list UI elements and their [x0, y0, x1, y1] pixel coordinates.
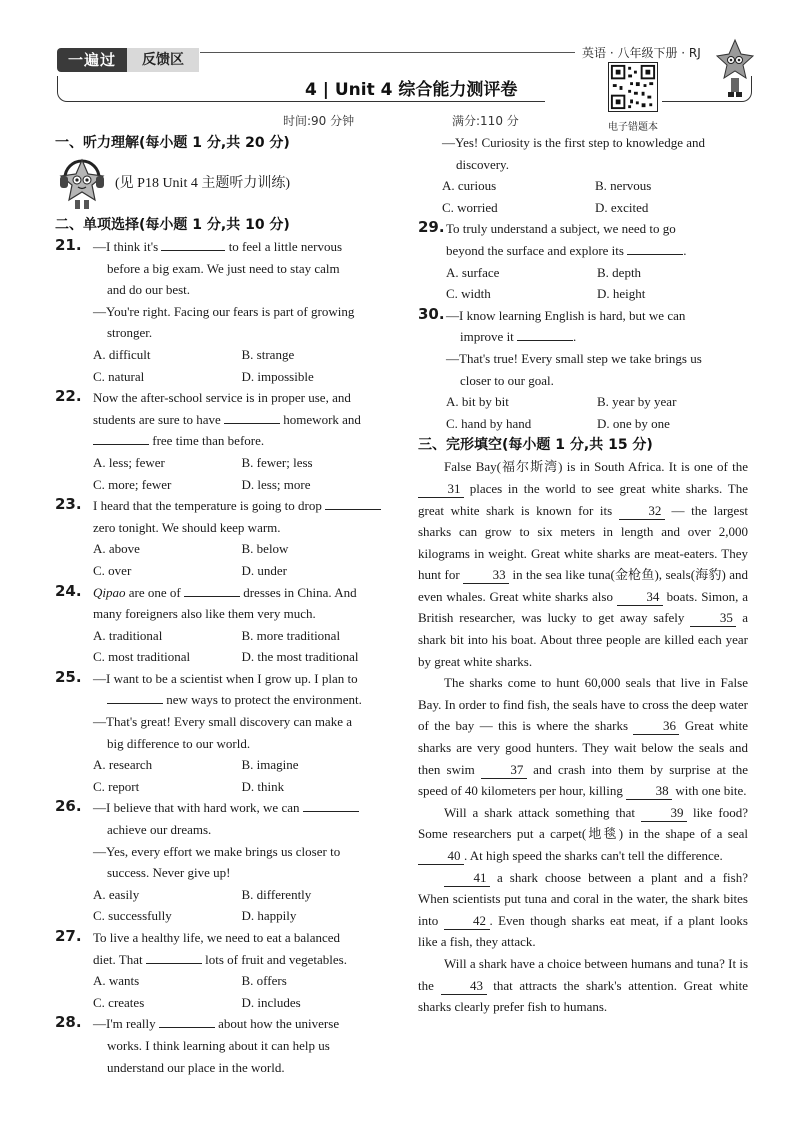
right-column	[418, 132, 748, 1018]
q22-option-b[interactable]: B. fewer; less	[241, 454, 313, 470]
header-tab-feedback: 反馈区	[127, 48, 199, 72]
cloze-text: Will a shark have a choice between humans and tuna? It is the	[418, 955, 748, 993]
section-listening-title: 一、听力理解(每小题 1 分,共 20 分)	[55, 135, 290, 151]
cloze-blank-36[interactable]: 36	[633, 718, 679, 735]
q26-blank[interactable]	[303, 798, 359, 812]
question-number: 23.	[55, 495, 82, 514]
q21-blank[interactable]	[161, 237, 225, 251]
left-column	[55, 132, 390, 1078]
q22-option-a[interactable]: A. less; fewer	[93, 454, 165, 470]
q24-text-1c: dresses in China. And	[243, 584, 357, 600]
book-label: 英语 · 八年级下册 · RJ	[582, 46, 701, 60]
q28-blank[interactable]	[159, 1014, 215, 1028]
q27-options	[55, 970, 390, 1013]
listening-reference: (见 P18 Unit 4 主题听力训练)	[115, 176, 290, 192]
q30-options	[418, 391, 748, 434]
q21-options	[55, 344, 390, 387]
q27-text-1: To live a healthy life, we need to eat a balanced	[93, 930, 341, 945]
q28-text-2: works. I think learning about it can help us	[107, 1037, 330, 1053]
cloze-text: places in the world to see great white sharks. The great white shark is known for its	[418, 480, 748, 518]
q25-text-2: new ways to protect the environment.	[166, 692, 362, 708]
question-29: 29. To truly understand a subject, we need to go beyond the surface and explore its .	[418, 218, 748, 261]
q29-option-a[interactable]: A. surface	[446, 264, 500, 280]
q25-text-3: —That's great! Every small discovery can make a	[93, 714, 352, 730]
star-mascot-headphones-icon	[55, 154, 109, 214]
cloze-text: Great white sharks are very good hunters. They wait below the seals and then swim	[418, 718, 748, 777]
question-number: 28.	[55, 1013, 82, 1032]
q27-option-b[interactable]: B. offers	[241, 973, 287, 989]
q30-text-4: closer to our goal.	[460, 372, 554, 388]
q26-option-a[interactable]: A. easily	[93, 886, 140, 902]
q29-option-d[interactable]: D. height	[597, 286, 646, 302]
q28-options	[418, 175, 748, 218]
q21-text-2: before a big exam. We just need to stay calm	[107, 260, 340, 276]
question-28-cont	[418, 132, 748, 175]
q24-qipao: Qipao	[93, 584, 126, 600]
q29-blank[interactable]	[627, 241, 683, 255]
question-number: 24.	[55, 581, 82, 600]
cloze-paragraph-2	[418, 672, 748, 802]
q21-option-a[interactable]: A. difficult	[93, 346, 151, 362]
question-number: 26.	[55, 797, 82, 816]
cloze-blank-39[interactable]: 39	[641, 805, 687, 822]
q27-blank[interactable]	[146, 950, 202, 964]
q26-options	[55, 884, 390, 927]
q21-text-5: stronger.	[107, 325, 153, 341]
title-frame-right	[662, 76, 752, 102]
q22-option-c[interactable]: C. more; fewer	[93, 476, 172, 492]
q26-option-b[interactable]: B. differently	[241, 886, 312, 902]
q27-option-a[interactable]: A. wants	[93, 973, 140, 989]
q29-text-2: beyond the surface and explore its	[446, 242, 624, 258]
cloze-blank-42[interactable]: 42	[444, 913, 490, 930]
cloze-blank-33[interactable]: 33	[463, 567, 509, 584]
q26-option-d[interactable]: D. happily	[241, 908, 297, 924]
q30-option-a[interactable]: A. bit by bit	[446, 394, 509, 410]
q27-text-2b: lots of fruit and vegetables.	[205, 951, 347, 967]
score-info: 满分:110 分	[452, 114, 519, 128]
q28-text-4: —Yes! Curiosity is the first step to knowledge and	[442, 135, 705, 150]
question-26	[55, 797, 390, 883]
cloze-text: The sharks come to hunt 60,000 seals that live in False Bay. In order to find fish, the seals have to cross the deep water of the bay — this is where the sharks	[418, 675, 748, 734]
time-info: 时间:90 分钟	[283, 114, 355, 128]
cloze-paragraph-5	[418, 953, 748, 1018]
cloze-text: like food? Some researchers put a carpet(地毯) in the shape of a seal	[418, 804, 749, 842]
q24-options	[55, 625, 390, 668]
q24-option-b[interactable]: B. more traditional	[241, 627, 341, 643]
q25-option-b[interactable]: B. imagine	[241, 757, 299, 773]
q21-option-d[interactable]: D. impossible	[241, 368, 314, 384]
q25-text-4: big difference to our world.	[107, 735, 251, 751]
q30-blank[interactable]	[517, 327, 573, 341]
question-number: 30.	[418, 304, 445, 323]
cloze-blank-34[interactable]: 34	[617, 589, 663, 606]
cloze-text: — the largest sharks can grow to six meters in length and over 2,000 kilograms in weight. Great white sharks are meat-eaters. They hunt for	[418, 502, 748, 583]
q21-text-3: and do our best.	[107, 282, 191, 298]
section-choice-title: 二、单项选择(每小题 1 分,共 10 分)	[55, 217, 290, 233]
q30-text-3: —That's true! Every small step we take brings us	[446, 350, 702, 366]
q24-option-a[interactable]: A. traditional	[93, 627, 163, 643]
q25-option-d[interactable]: D. think	[241, 778, 285, 794]
header-rule	[200, 52, 575, 53]
question-25	[55, 668, 390, 754]
q26-text-3: —Yes, every effort we make brings us closer to	[93, 843, 341, 859]
q24-text-2: many foreigners also like them very much.	[93, 606, 316, 622]
q24-option-c[interactable]: C. most traditional	[93, 649, 191, 665]
q27-option-d[interactable]: D. includes	[241, 994, 301, 1010]
cloze-paragraph-4	[418, 867, 748, 953]
q28-option-a[interactable]: A. curious	[442, 178, 497, 194]
q28-text-1b: about how the universe	[218, 1016, 340, 1032]
cloze-text: False Bay(福尔斯湾) is in South Africa. It is one of the	[444, 459, 748, 475]
q29-option-c[interactable]: C. width	[446, 286, 491, 302]
q28-text-3: understand our place in the world.	[107, 1059, 285, 1075]
q25-option-a[interactable]: A. research	[93, 757, 153, 773]
question-23	[55, 495, 390, 538]
q25-option-c[interactable]: C. report	[93, 778, 140, 794]
cloze-text: boats. Simon, a British researcher, was lucky to get away safely	[418, 588, 749, 626]
q28-option-b[interactable]: B. nervous	[595, 178, 652, 194]
q25-blank[interactable]	[107, 690, 163, 704]
question-22	[55, 387, 390, 452]
q23-text-2: zero tonight. We should keep warm.	[93, 519, 281, 535]
question-28	[55, 1013, 390, 1078]
q22-text-1: Now the after-school service is in proper use, and	[93, 390, 351, 406]
cloze-text: in the sea like tuna(金枪鱼), seals(海豹) and even whales. Great white sharks also	[418, 567, 749, 604]
q21-option-b[interactable]: B. strange	[241, 346, 295, 362]
q24-blank[interactable]	[184, 583, 240, 597]
cloze-blank-41[interactable]: 41	[444, 870, 490, 887]
q27-text-2a: diet. That	[93, 951, 143, 967]
q22-text-3: free time than before.	[152, 433, 265, 449]
section-cloze-title: 三、完形填空(每小题 1 分,共 15 分)	[418, 437, 653, 454]
qr-label: 电子错题本	[608, 122, 658, 133]
cloze-text: . Even though sharks eat meat, if a plant looks like a fish, they attack.	[418, 912, 748, 950]
cloze-text: . At high speed the sharks can't tell the difference.	[464, 848, 723, 863]
q30-option-b[interactable]: B. year by year	[597, 394, 677, 410]
q22-option-d[interactable]: D. less; more	[241, 476, 311, 492]
q22-blank-1[interactable]	[224, 410, 280, 424]
q23-options	[55, 538, 390, 581]
cloze-text: a shark choose between a plant and a fish? When scientists put tuna and coral in the water, the shark bites into	[418, 869, 748, 928]
q26-text-4: success. Never give up!	[107, 865, 231, 881]
cloze-text: a shark bit into his boat. About three people are killed each year by great white sharks.	[418, 610, 748, 669]
cloze-text: Will a shark attack something that	[444, 804, 636, 820]
q27-option-c[interactable]: C. creates	[93, 994, 145, 1010]
cloze-text: and crash into them by surprise at the speed of 40 kilometers per hour, killing	[418, 761, 749, 799]
q23-option-b[interactable]: B. below	[241, 541, 289, 557]
q28-text-5: discovery.	[456, 156, 509, 172]
cloze-blank-35[interactable]: 35	[690, 610, 736, 627]
q30-text-1: —I know learning English is hard, but we can	[446, 307, 686, 323]
q29-option-b[interactable]: B. depth	[597, 264, 642, 280]
q25-options	[55, 754, 390, 797]
qr-code-icon[interactable]	[608, 62, 658, 112]
q23-blank[interactable]	[325, 496, 381, 510]
cloze-text: with one bite.	[675, 783, 747, 799]
q24-option-d[interactable]: D. the most traditional	[241, 649, 359, 665]
page-title: 4 | Unit 4 综合能力测评卷	[305, 80, 518, 100]
question-number: 29.	[418, 218, 445, 237]
cloze-blank-37[interactable]: 37	[481, 762, 527, 779]
q29-options	[418, 262, 748, 305]
q23-option-d[interactable]: D. under	[241, 562, 287, 578]
cloze-blank-32[interactable]: 32	[619, 503, 665, 520]
q22-text-2b: homework and	[283, 411, 361, 427]
question-30: 30. —I know learning English is hard, but we can improve it . —That's true! Every small step we take brings us closer to our goal.	[418, 305, 748, 391]
question-27	[55, 927, 390, 970]
cloze-blank-31[interactable]: 31	[418, 481, 464, 498]
q23-option-c[interactable]: C. over	[93, 562, 132, 578]
q25-text-1: —I want to be a scientist when I grow up. I plan to	[93, 670, 358, 686]
q26-text-1: —I believe that with hard work, we can	[93, 800, 300, 816]
q28-text-1a: —I'm really	[93, 1016, 156, 1032]
q21-text-1b: to feel a little nervous	[228, 239, 343, 254]
cloze-blank-40[interactable]: 40	[418, 848, 464, 865]
q22-options	[55, 452, 390, 495]
question-24	[55, 582, 390, 625]
listening-note-row	[55, 154, 390, 214]
q21-text-4: —You're right. Facing our fears is part of growing	[93, 303, 355, 319]
q21-option-c[interactable]: C. natural	[93, 368, 145, 384]
q30-option-c[interactable]: C. hand by hand	[446, 415, 532, 431]
q24-text-1b: are one of	[128, 584, 181, 600]
q26-text-2: achieve our dreams.	[107, 822, 212, 838]
question-number: 21.	[55, 236, 82, 254]
q22-text-2a: students are sure to have	[93, 411, 221, 427]
q21-text-1a: —I think it's	[93, 239, 159, 254]
question-number: 25.	[55, 667, 82, 686]
header-tab-yibianguo: 一遍过	[57, 48, 127, 72]
cloze-blank-38[interactable]: 38	[626, 783, 672, 800]
q30-text-2: improve it	[460, 329, 514, 345]
cloze-text: that attracts the shark's attention. Great white sharks clearly prefer fish to humans.	[418, 977, 749, 1015]
cloze-paragraph-3	[418, 802, 748, 867]
question-21	[55, 236, 390, 344]
question-number: 27.	[55, 927, 82, 945]
q28-option-c[interactable]: C. worried	[442, 199, 498, 215]
q29-text-1: To truly understand a subject, we need to go	[446, 221, 676, 237]
question-number: 22.	[55, 387, 82, 406]
q28-option-d[interactable]: D. excited	[595, 199, 649, 215]
q23-text-1: I heard that the temperature is going to drop	[93, 498, 322, 514]
cloze-blank-43[interactable]: 43	[441, 978, 487, 995]
q26-option-c[interactable]: C. successfully	[93, 908, 172, 924]
cloze-paragraph-1	[418, 456, 748, 672]
q30-option-d[interactable]: D. one by one	[597, 415, 670, 431]
q23-option-a[interactable]: A. above	[93, 541, 140, 557]
q22-blank-2[interactable]	[93, 431, 149, 445]
